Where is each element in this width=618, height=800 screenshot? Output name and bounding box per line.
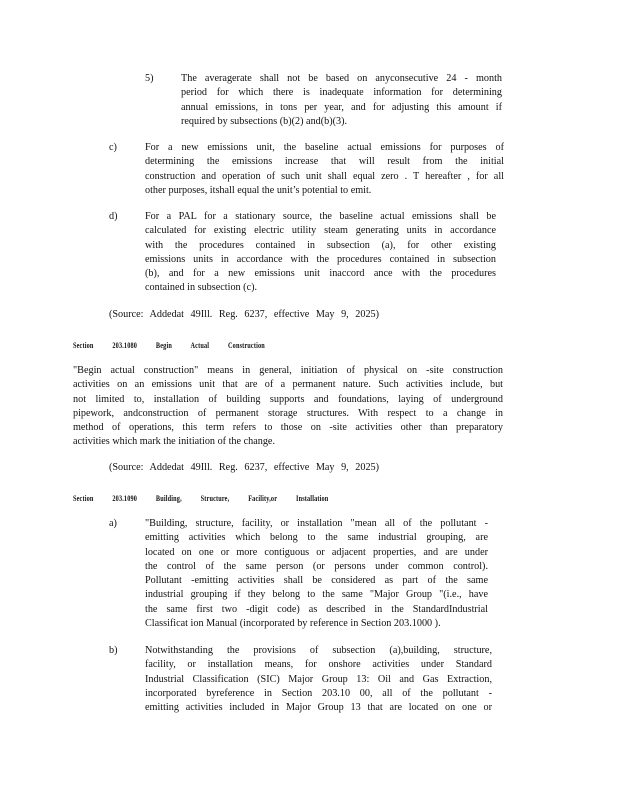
section-1080-text (73, 364, 503, 450)
section-number: 203.1080 (112, 341, 138, 350)
item-b-text (145, 644, 492, 715)
text-line: the same first two -digit code) as described in the StandardIndustrial (145, 603, 488, 615)
text-line: (b), and for a new emissions unit inaccord ance with the procedures (145, 268, 496, 280)
text-line: annual emissions, in tons per year, and for adjusting this amount if (181, 101, 502, 113)
text-line: contained in subsection (c). (145, 282, 258, 294)
text-line: "Building, structure, facility, or installation "mean all of the pollutant - (145, 518, 488, 529)
section-heading-1080 (73, 340, 282, 351)
section-title-word: Construction (228, 341, 265, 350)
text-line: period for which there is inadequate information for determining (181, 87, 502, 99)
text-line: emissions units in accordance with the procedures contained in subsection (145, 253, 496, 265)
item-5-label: 5) (145, 73, 154, 84)
text-line: emitting activities which belong to the same industrial grouping, are (145, 532, 488, 544)
section-title-word: Building, (155, 494, 182, 503)
text-line: industrial grouping if they belong to the same "Major Group "(i.e., have (145, 589, 488, 601)
text-line: activities on an emissions unit that are of a permanent nature. Such activities include, but (73, 379, 503, 391)
item-d-label: d) (109, 211, 118, 222)
section-title-word: Structure, (200, 494, 230, 503)
text-line: incorporated byreference in Section 203.10 00, all of the pollutant - (145, 687, 492, 699)
item-c-label: c) (109, 142, 117, 153)
section-title-word: Installation (296, 494, 329, 503)
source-note: (Source: Addedat 49Ill. Reg. 6237, effective May 9, 2025) (109, 462, 380, 473)
text-line: Pollutant -emitting activities shall be considered as part of the same (145, 575, 488, 587)
text-line: For a PAL for a stationary source, the baseline actual emissions shall be (145, 211, 496, 222)
text-line: calculated for existing electric utility steam generating units in accordance (145, 225, 496, 237)
text-line: Classificat ion Manual (incorporated by reference in Section 203.1000 ). (145, 618, 441, 630)
section-word: Section (73, 494, 94, 503)
source-note: (Source: Addedat 49Ill. Reg. 6237, effective May 9, 2025) (109, 309, 380, 320)
text-line: required by subsections (b)(2) and(b)(3). (181, 115, 348, 127)
item-5-text (181, 72, 502, 129)
item-c-text (145, 141, 504, 198)
text-line: pipework, andconstruction of permanent storage structures. With respect to a change in (73, 407, 503, 419)
text-line: Industrial Classification (SIC) Major Group 13: Oil and Gas Extraction, (145, 673, 492, 685)
text-line: determining the emissions increase that will result from the initial (145, 156, 504, 168)
text-line: other purposes, itshall equal the unit’s potential to emit. (145, 184, 372, 196)
text-line: activities which mark the initiation of the change. (73, 436, 275, 448)
text-line: the control of the same person (or persons under common control). (145, 560, 488, 572)
section-heading-1090 (73, 493, 346, 504)
text-line: Notwithstanding the provisions of subsection (a),building, structure, (145, 645, 492, 656)
text-line: The averagerate shall not be based on anyconsecutive 24 - month (181, 73, 502, 84)
section-title-word: Begin (155, 341, 172, 350)
section-word: Section (73, 341, 94, 350)
item-b-label: b) (109, 645, 118, 656)
text-line: located on one or more contiguous or adjacent properties, and are under (145, 546, 488, 558)
section-title-word: Facility,or (248, 494, 278, 503)
item-a-text (145, 517, 488, 631)
text-line: with the procedures contained in subsection (a), for other existing (145, 239, 496, 251)
section-number: 203.1090 (112, 494, 138, 503)
section-title-word: Actual (190, 341, 210, 350)
text-line: not limited to, installation of building supports and foundations, laying of underground (73, 393, 503, 405)
text-line: method of operations, this term refers to those on -site activities other than preparatory (73, 422, 503, 434)
item-a-label: a) (109, 518, 117, 529)
text-line: emitting activities included in Major Group 13 that are located on one or (145, 702, 492, 714)
text-line: facility, or installation means, for onshore activities under Standard (145, 659, 492, 671)
text-line: For a new emissions unit, the baseline actual emissions for purposes of (145, 142, 504, 153)
text-line: "Begin actual construction" means in general, initiation of physical on -site construction (73, 365, 503, 376)
item-d-text (145, 210, 496, 296)
text-line: construction and operation of such unit shall equal zero . T hereafter , for all (145, 170, 504, 182)
